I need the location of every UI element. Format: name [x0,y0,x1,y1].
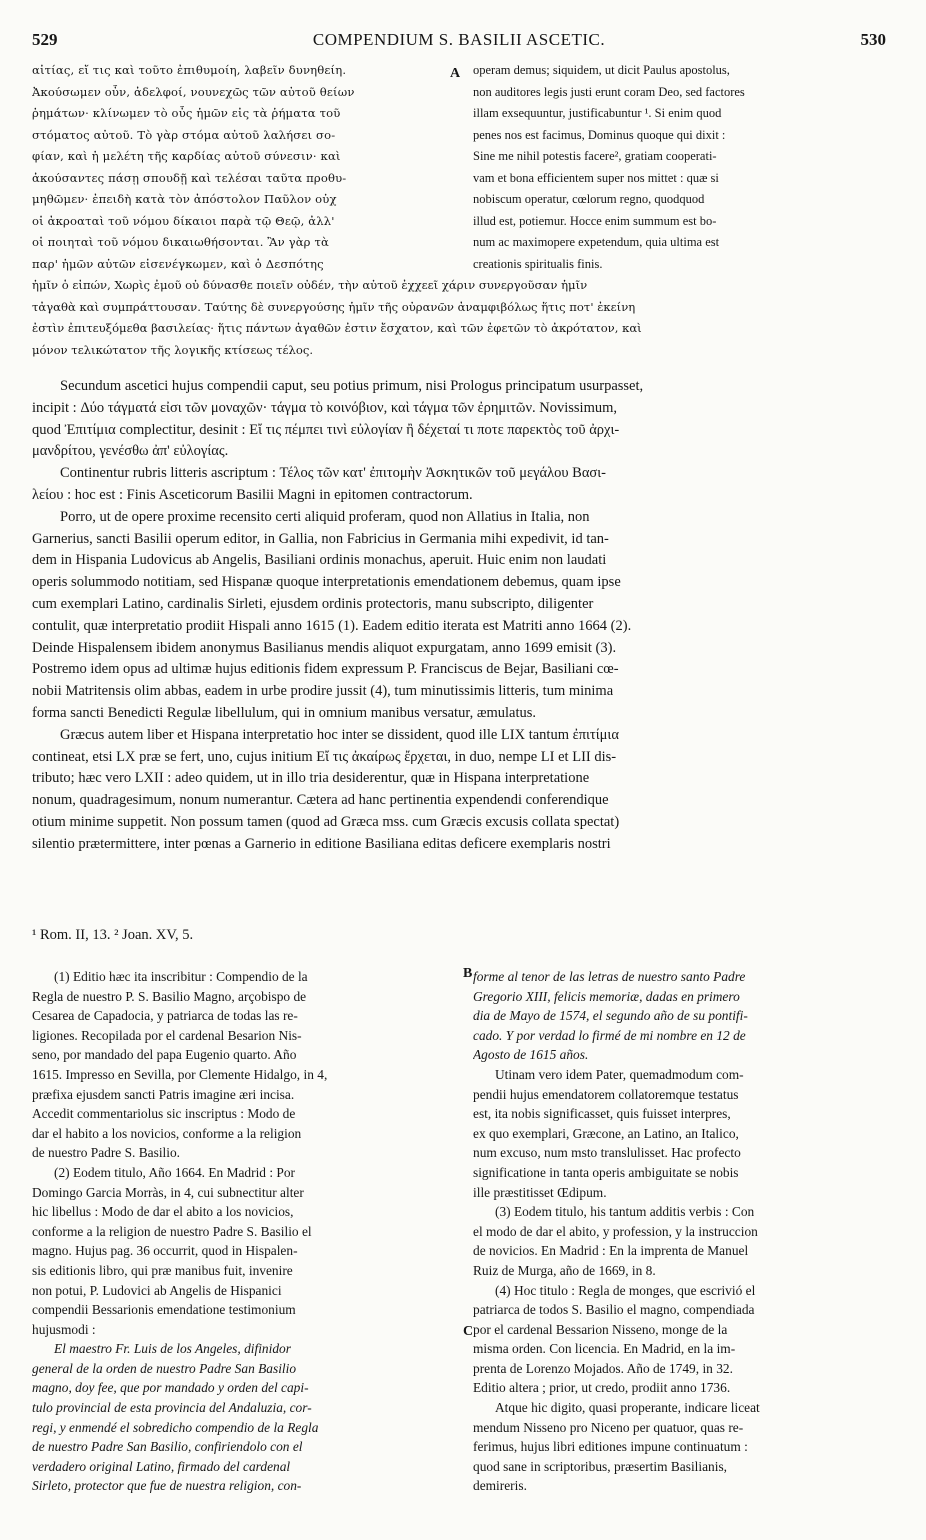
footnote-line: forme al tenor de las letras de nuestro santo Padre [473,969,746,984]
latin-text-line: operam demus; siquidem, ut dicit Paulus apostolus, [473,63,730,77]
greek-text-line: παρ' ἡμῶν αὐτῶν εἰσενέγκωμεν, καὶ ὁ Δεσπότης [32,256,324,271]
body-text-line: Garnerius, sancti Basilii operum editor, in Gallia, non Fabricius in Germania mihi expedivit, id tan- [32,530,609,547]
body-text-line: cum exemplari Latino, cardinalis Sirleti, ejusdem ordinis protectoris, manu subscripto, diligenter [32,595,594,612]
body-text-line: dem in Hispania Ludovicus ab Angelis, Basiliani ordinis monachus, aperuit. Huic enim non laudati [32,552,607,569]
greek-text-line: ῥημάτων· κλίνωμεν τὸ οὖς ἡμῶν εἰς τὰ ῥήματα τοῦ [32,106,341,120]
footnote-line: por el cardenal Bessarion Nisseno, monge de la [473,1321,728,1337]
body-text-line: Porro, ut de opere proxime recensito certi aliquid proferam, quod non Allatius in Italia, non [60,508,590,525]
footnote-line: Regla de nuestro P. S. Basilio Magno, arçobispo de [32,988,307,1004]
footnote-line: Accedit commentariolus sic inscriptus : Modo de [32,1106,296,1122]
footnote-line: mendum Nisseno pro Niceno per quatuor, quas re- [473,1419,744,1435]
footnote-line: pendii hujus emendatorem collatoremque testatus [473,1086,739,1102]
footnote-line: patriarca de todos S. Basilio el magno, compendiada [473,1302,755,1318]
footnote-line: magno, doy fee, que por mandado y orden del capi- [32,1380,309,1396]
footnotes [32,967,886,1496]
footnote-line: El maestro Fr. Luis de los Angeles, difinidor [54,1341,291,1357]
greek-text-line: μηθῶμεν· ἐπειδὴ κατὰ τὸν ἀπόστολον Παῦλον οὐχ [32,192,337,206]
footnote-line: hujusmodi : [32,1321,96,1337]
body-text-line: Continentur rubris litteris ascriptum : Τέλος τῶν κατ' ἐπιτομὴν Ἀσκητικῶν τοῦ μεγάλου Βασι- [60,465,606,482]
greek-text-line: φίαν, καὶ ἡ μελέτη τῆς καρδίας αὐτοῦ σύνεσιν· καὶ [32,149,341,163]
body-text-line: Postremo idem opus ad ultimæ hujus editionis fidem expressum P. Franciscus de Bejar, Basiliani cœ- [32,661,619,678]
body-text-line: Secundum ascetici hujus compendii caput, seu potius primum, nisi Prologus principatum usurpasset, [60,378,644,394]
body-text-line: incipit : Δύο τάγματά εἰσι τῶν μοναχῶν· τάγμα τὸ κοινόβιον, καὶ τάγμα τῶν ἐρημιτῶν. Novissimum, [32,399,618,416]
greek-text-line: ἀκούσαντες πάσῃ σπουδῇ καὶ τελέσαι ταῦτα προθυ- [32,170,347,185]
page-number-left: 529 [32,30,58,49]
footnote-line: dar el habito a los novicios, conforme a la religion [32,1125,302,1141]
greek-text-line: οἱ ποιηταὶ τοῦ νόμου δικαιωθήσονται. Ἂν γὰρ τὰ [32,235,330,249]
footnote-line: compendii Bessarionis emendatione testimonium [32,1302,296,1318]
footnote-line: Agosto de 1615 años. [473,1047,589,1063]
footnote-line: ferimus, hujus libri editiones impune continuatum : [473,1439,748,1455]
footnote-line: 1615. Impresso en Sevilla, por Clemente Hidalgo, in 4, [32,1066,328,1082]
page-header [32,30,886,56]
body-text-line: Græcus autem liber et Hispana interpretatio hoc inter se dissident, quod ille LIX tantum ἐπιτίμια [60,726,619,743]
footnote-line: cado. Y por verdad lo firmé de mi nombre en 12 de [473,1027,746,1043]
body-text-line: nobii Matritensis olim abbas, eadem in urbe prodire jussit (4), tum minutissimis litteris, tum minima [32,683,614,700]
footnote-line: misma orden. Con licencia. En Madrid, en la im- [473,1341,736,1357]
footnote-line: Atque hic digito, quasi properante, indicare liceat [495,1400,760,1416]
body-text [32,376,886,856]
footnote-line: Utinam vero idem Pater, quemadmodum com- [495,1066,744,1082]
footnote-line: num excuso, num msto translulisset. Hac profecto [473,1145,741,1161]
footnote-line: sis editionis libro, qui præ manibus fuit, invenire [32,1262,293,1278]
latin-text-line: num ac maximopere expetendum, quia ultima est [473,235,720,249]
top-two-columns [32,60,886,275]
running-head: COMPENDIUM S. BASILII ASCETIC. [312,30,606,49]
column-marker-b: B [463,966,473,981]
greek-text-line: Ἀκούσωμεν οὖν, ἀδελφοί, νουνεχῶς τῶν αὐτοῦ θείων [32,84,355,99]
body-text-line: Deinde Hispalensem ibidem anonymus Basilianus mendis aliquot expurgatam, anno 1699 emisit (3). [32,639,617,656]
footnote-line: est, ita nobis significasset, quis fuisset interpres, [473,1106,731,1122]
footnote-line: Editio altera ; prior, ut credo, prodiit anno 1736. [473,1380,731,1396]
body-text-line: μανδρίτου, γενέσθω ἀπ' εὐλογίας. [32,443,229,460]
footnote-line: Sirleto, protector que fue de nuestra religion, con- [32,1478,302,1494]
footnote-line: Ruiz de Murga, año de 1669, in 8. [473,1262,656,1278]
latin-text-line: Sine me nihil potestis facere², gratiam cooperati- [473,149,717,163]
greek-text-line: ἡμῖν ὁ εἰπών, Χωρὶς ἐμοῦ οὐ δύνασθε ποιεῖν οὐδέν, τὴν αὐτοῦ ἐχχεεῖ χάριν συνεργοῦσαν ἡμῖν [32,278,588,292]
scripture-references: ¹ Rom. II, 13. ² Joan. XV, 5. [32,927,194,943]
footnote-line: præfixa ejusdem sancti Patris imagine æri incisa. [32,1086,295,1102]
footnote-line: (2) Eodem titulo, Año 1664. En Madrid : Por [54,1164,296,1180]
footnote-line: significatione in tanta operis ambiguitate se nobis [473,1164,739,1180]
footnote-line: dia de Mayo de 1574, el segundo año de su pontifi- [473,1008,748,1024]
column-marker-a: A [450,66,461,81]
latin-text-line: non auditores legis justi erunt coram Deo, sed factores [473,84,745,99]
greek-text-line: οἱ ἀκροαταὶ τοῦ νόμου δίκαιοι παρὰ τῷ Θεῷ, ἀλλ' [32,213,335,228]
footnote-line: tulo provincial de esta provincia del Andaluzia, cor- [32,1400,312,1416]
footnote-line: prenta de Lorenzo Mojados. Año de 1749, in 32. [473,1360,733,1376]
body-text-line: operis solummodo notitiam, sed Hispanæ quoque interpretationis emendationem debemus, quam ipse [32,574,621,591]
latin-text-line: illam exsequuntur, justificabuntur ¹. Si enim quod [473,106,722,120]
body-text-line: otium minime suppetit. Non possum tamen (quod ad Græca mss. cum Græcis excusis collata spectat) [32,813,620,830]
greek-text-line: ἐστὶν ἐπιτευξόμεθα βασιλείας· ἥτις πάντων ἀγαθῶν ἐστιν ἔσχατον, καὶ τῶν ἐφετῶν τὸ ἀκρότατον, καὶ [32,321,642,335]
footnote-line: regi, y enmendé el sobredicho compendio de la Regla [32,1419,319,1435]
footnote-line: non potui, P. Ludovici ab Angelis de Hispanici [32,1282,282,1298]
latin-text-line: nobiscum operatur, cœlorum regno, quodquod [473,192,705,206]
footnote-line: ex quo exemplari, Græcone, an Latino, an Italico, [473,1125,739,1141]
body-text-line: contulit, quæ interpretatio prodiit Hispali anno 1615 (1). Eadem editio iterata est Matriti anno 1664 (2). [32,617,632,634]
footnote-line: conforme a la religion de nuestro Padre S. Basilio el [32,1223,312,1239]
greek-text-line: τἀγαθὰ καὶ συμπράττουσαν. Ταύτης δὲ συνεργούσης ἡμῖν τῆς οὐρανῶν ἀναμφιβόλως ἥτις ποτ' ἐκείνη [32,299,636,314]
body-text-line: quod Ἐπιτίμια complectitur, desinit : Εἴ τις πέμπει τινὶ εὐλογίαν ἢ δέχεταί τι ποτε παρεκτὸς τοῦ ἀρχι- [32,421,620,438]
latin-text-line: creationis spiritualis finis. [473,256,603,271]
footnote-line: hic libellus : Modo de dar el abito a los novicios, [32,1204,294,1220]
body-text-line: silentio prætermittere, inter pœnas a Garnerio in editione Basiliana editas deficere exemplaris nostri [32,835,611,852]
footnote-line: el modo de dar el abito, y profession, y la instruccion [473,1223,758,1239]
latin-text-line: penes nos est facimus, Dominus quoque qui dixit : [473,127,726,142]
body-text-line: λείου : hoc est : Finis Asceticorum Basilii Magni in epitomen contractorum. [32,486,473,503]
footnotes-left-column [32,967,450,1496]
footnote-line: de nuestro Padre San Basilio, confiriendolo con el [32,1439,303,1455]
body-text-line: contineat, etsi LX præ se fert, uno, cujus initium Εἴ τις ἀκαίρως ἔρχεται, in duo, nempe LI et LII dis- [32,748,617,765]
footnote-line: magno. Hujus pag. 36 occurrit, quod in Hispalen- [32,1243,298,1259]
footnote-line: ille præstitisset Œdipum. [473,1184,607,1200]
footnotes-right-column [473,967,886,1496]
footnote-line: seno, por mandado del papa Eugenio quarto. Año [32,1047,297,1063]
latin-text-line: vam et bona efficientem super nos mittet : quæ si [473,170,719,185]
footnote-line: general de la orden de nuestro Padre San Basilio [32,1360,297,1376]
footnote-line: (3) Eodem titulo, his tantum additis verbis : Con [495,1204,755,1220]
footnote-line: Domingo Garcia Morràs, in 4, cui subnectitur alter [32,1184,304,1200]
latin-text-column [473,60,886,275]
footnote-line: ligiones. Recopilada por el cardenal Besarion Nis- [32,1027,302,1043]
footnote-line: verdadero original Latino, firmado del cardenal [32,1458,291,1474]
footnote-line: Cesarea de Capadocia, y patriarca de todas las re- [32,1008,298,1024]
footnote-line: (1) Editio hæc ita inscribitur : Compendio de la [54,969,308,984]
footnote-line: de novicios. En Madrid : En la imprenta de Manuel [473,1243,749,1259]
greek-text-line: αἰτίας, εἴ τις καὶ τοῦτο ἐπιθυμοίη, λαβεῖν δυνηθείη. [32,63,347,77]
footnote-line: demireris. [473,1478,527,1494]
greek-text-line: στόματος αὐτοῦ. Τὸ γὰρ στόμα αὐτοῦ λαλήσει σο- [32,127,336,142]
footnote-line: de nuestro Padre S. Basilio. [32,1145,181,1161]
page-number-right: 530 [860,30,886,49]
footnote-line: quod sane in scriptoribus, præsertim Basilianis, [473,1458,728,1474]
latin-text-line: illud est, potiemur. Hocce enim summum est bo- [473,213,717,228]
greek-text-column [32,60,450,275]
body-text-line: tributo; hæc vero LXII : adeo quidem, ut in illo tria desiderentur, quæ in Hispana interpretatione [32,770,590,787]
footnote-line: Gregorio XIII, felicis memoriæ, dadas en primero [473,988,740,1004]
body-text-line: nonum, quadragesimum, nonum numerantur. Cætera ad hanc pertinentia expendendi conferendique [32,792,609,809]
greek-text-line: μόνον τελικώτατον τῆς λογικῆς κτίσεως τέλος. [32,342,314,357]
body-text-line: forma sancti Benedicti Regulæ libellulum, qui in omnium manibus versatur, æmulatus. [32,704,537,721]
greek-full-width-text [32,275,886,361]
column-marker-c: C [463,1324,474,1339]
footnote-line: (4) Hoc titulo : Regla de monges, que escrivió el [495,1282,756,1298]
